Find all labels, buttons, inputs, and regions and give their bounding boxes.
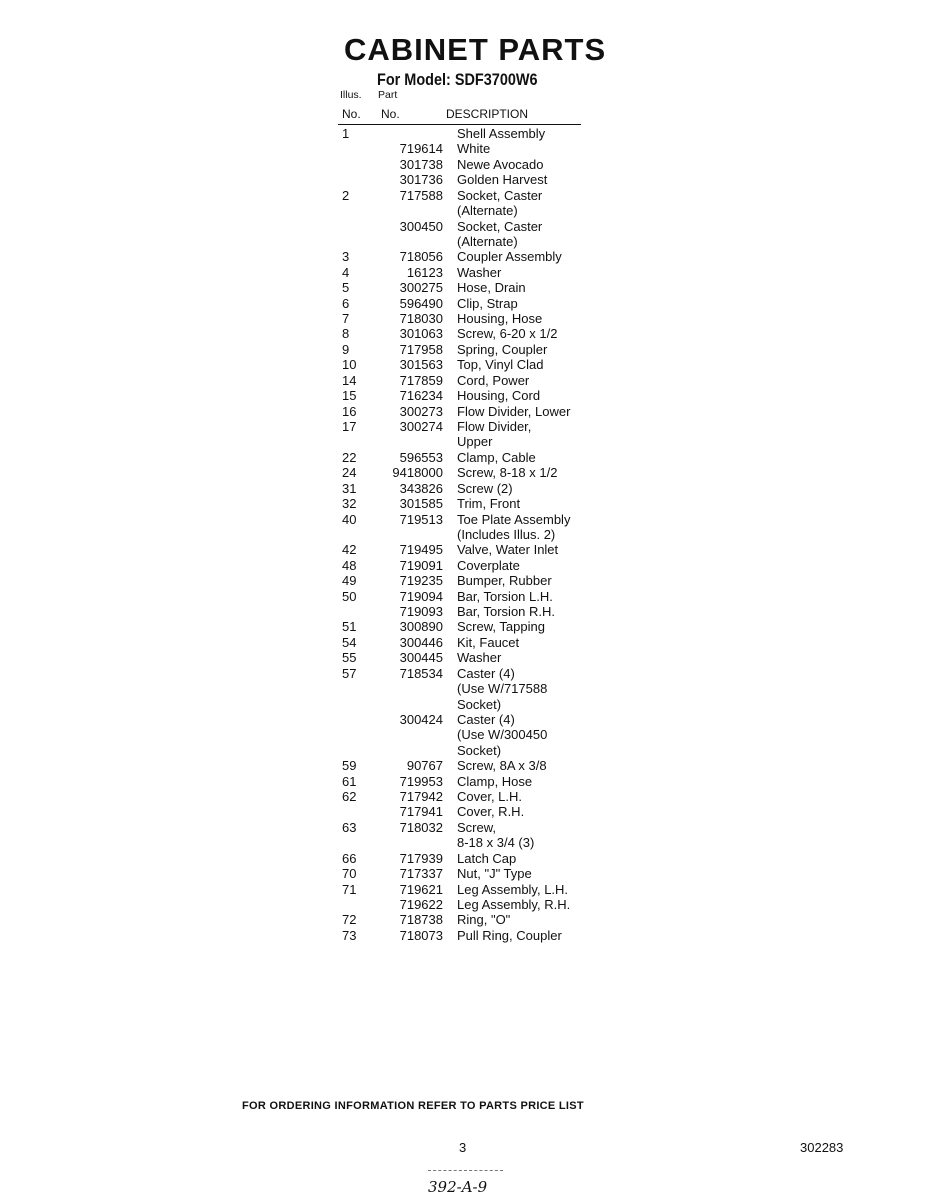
part-number: 716234: [399, 388, 443, 404]
part-description: Bar, Torsion R.H.: [457, 604, 556, 620]
illus-number: 3: [342, 249, 350, 265]
part-number: 300445: [399, 650, 443, 666]
part-number: 301736: [399, 172, 443, 188]
illus-number: 16: [342, 403, 357, 419]
illus-number: 7: [342, 311, 350, 327]
handwritten-note: 392-A-9: [428, 1178, 488, 1196]
part-description: Valve, Water Inlet: [457, 542, 559, 558]
part-number: 717941: [399, 804, 443, 820]
part-description: Socket): [457, 742, 502, 758]
illus-number: 63: [342, 819, 357, 835]
part-description: Leg Assembly, R.H.: [457, 897, 571, 912]
part-description: Pull Ring, Coupler: [457, 927, 562, 943]
part-number: 719094: [399, 588, 443, 604]
header-illus-no: No.: [342, 107, 361, 121]
part-description: Ring, "O": [457, 912, 511, 928]
part-number: 718738: [399, 912, 443, 928]
part-description: Housing, Hose: [457, 311, 543, 327]
illus-number: 71: [342, 881, 357, 897]
part-number: 90767: [406, 758, 443, 774]
part-number: 301063: [399, 326, 443, 342]
part-description: Coverplate: [457, 557, 520, 573]
illus-number: 17: [342, 418, 357, 434]
part-description: Washer: [457, 264, 502, 280]
illus-number: 2: [342, 187, 350, 203]
illus-number: 66: [342, 850, 357, 866]
part-description: Socket, Caster: [457, 218, 543, 234]
header-description: DESCRIPTION: [446, 107, 529, 121]
part-number: 301563: [399, 357, 443, 373]
divider: [428, 1170, 503, 1171]
part-description: (Alternate): [457, 203, 518, 219]
header-divider: [338, 124, 581, 125]
part-description: Toe Plate Assembly: [457, 511, 571, 527]
part-number: 301738: [399, 156, 443, 172]
part-number: 16123: [406, 264, 443, 280]
illus-number: 72: [342, 912, 357, 928]
part-number: 300274: [399, 418, 443, 434]
part-description: Socket): [457, 696, 502, 712]
part-description: Hose, Drain: [457, 280, 526, 296]
part-description: Spring, Coupler: [457, 341, 548, 357]
part-description: Nut, "J" Type: [457, 866, 532, 882]
part-number: 719614: [399, 141, 443, 157]
part-number: 717588: [399, 187, 443, 203]
part-number: 719513: [399, 511, 443, 527]
illus-number: 61: [342, 773, 357, 789]
illus-number: 54: [342, 634, 357, 650]
illus-number: 51: [342, 619, 357, 635]
illus-number: 22: [342, 449, 357, 465]
illus-number: 6: [342, 295, 350, 311]
part-description: Flow Divider,: [457, 418, 532, 434]
part-number: 717939: [399, 850, 443, 866]
part-number: 717859: [399, 372, 443, 388]
part-number: 719495: [399, 542, 443, 558]
part-description: Cover, R.H.: [457, 804, 525, 820]
part-number: 719093: [399, 604, 443, 620]
illus-number: 31: [342, 480, 357, 496]
part-description: Flow Divider, Lower: [457, 403, 571, 419]
part-description: Coupler Assembly: [457, 249, 562, 265]
illus-number: 32: [342, 496, 357, 512]
part-description: (Includes Illus. 2): [457, 526, 556, 542]
part-number: 300273: [399, 403, 443, 419]
part-description: Top, Vinyl Clad: [457, 357, 544, 373]
part-description: Cover, L.H.: [457, 789, 523, 805]
part-description: Screw (2): [457, 480, 513, 496]
part-number: 719953: [399, 773, 443, 789]
part-description: Housing, Cord: [457, 388, 541, 404]
illus-number: 42: [342, 542, 357, 558]
illus-number: 9: [342, 341, 350, 357]
part-description: Washer: [457, 650, 502, 666]
part-number: 596490: [399, 295, 443, 311]
part-number: 719621: [399, 881, 443, 897]
part-description: (Alternate): [457, 233, 518, 249]
part-description: Golden Harvest: [457, 172, 548, 188]
part-description: Trim, Front: [457, 496, 521, 512]
illus-number: 73: [342, 927, 357, 943]
header-illus: Illus.: [340, 89, 362, 101]
illus-number: 59: [342, 758, 357, 774]
part-description: Newe Avocado: [457, 156, 544, 172]
part-description: Screw, 8-18 x 1/2: [457, 465, 558, 481]
illus-number: 15: [342, 388, 357, 404]
header-part: Part: [378, 89, 398, 101]
page-title: CABINET PARTS: [344, 32, 607, 67]
part-number: 718032: [399, 819, 443, 835]
illus-number: 57: [342, 665, 357, 681]
part-number: 300275: [399, 280, 443, 296]
part-number: 9418000: [392, 465, 443, 481]
part-description: Clip, Strap: [457, 295, 518, 311]
part-description: Clamp, Hose: [457, 773, 533, 789]
part-description: Caster (4): [457, 711, 515, 727]
part-description: Upper: [457, 434, 493, 450]
part-description: Caster (4): [457, 665, 515, 681]
illus-number: 1: [342, 126, 350, 141]
part-description: Screw, 6-20 x 1/2: [457, 326, 558, 342]
illus-number: 4: [342, 264, 350, 280]
part-description: Socket, Caster: [457, 187, 543, 203]
part-description: Kit, Faucet: [457, 634, 520, 650]
document-number: 302283: [800, 1140, 844, 1155]
part-description: Leg Assembly, L.H.: [457, 881, 569, 897]
part-number: 719235: [399, 573, 443, 589]
part-number: 719622: [399, 897, 443, 912]
part-description: Cord, Power: [457, 372, 530, 388]
part-number: 343826: [399, 480, 443, 496]
part-description: Bumper, Rubber: [457, 573, 552, 589]
part-number: 300890: [399, 619, 443, 635]
part-description: Screw,: [457, 819, 497, 835]
part-description: Bar, Torsion L.H.: [457, 588, 553, 604]
illus-number: 48: [342, 557, 357, 573]
part-number: 718073: [399, 927, 443, 943]
part-description: Screw, 8A x 3/8: [457, 758, 547, 774]
illus-number: 40: [342, 511, 357, 527]
part-number: 717942: [399, 789, 443, 805]
part-description: Latch Cap: [457, 850, 517, 866]
part-description: Clamp, Cable: [457, 449, 536, 465]
part-number: 717337: [399, 866, 443, 882]
illus-number: 70: [342, 866, 357, 882]
part-number: 300424: [399, 711, 443, 727]
illus-number: 49: [342, 573, 357, 589]
part-number: 719091: [399, 557, 443, 573]
part-number: 718056: [399, 249, 443, 265]
ordering-note: FOR ORDERING INFORMATION REFER TO PARTS PRICE LIST: [242, 1100, 584, 1112]
illus-number: 8: [342, 326, 350, 342]
illus-number: 14: [342, 372, 357, 388]
part-description: (Use W/300450: [457, 727, 548, 743]
model-subtitle: For Model: SDF3700W6: [377, 70, 538, 89]
illus-number: 55: [342, 650, 357, 666]
part-number: 300446: [399, 634, 443, 650]
illus-number: 24: [342, 465, 357, 481]
part-number: 596553: [399, 449, 443, 465]
part-number: 718534: [399, 665, 443, 681]
part-description: Screw, Tapping: [457, 619, 545, 635]
page-number: 3: [459, 1140, 467, 1155]
part-description: 8-18 x 3/4 (3): [457, 835, 535, 851]
part-description: (Use W/717588: [457, 681, 548, 697]
illus-number: 10: [342, 357, 357, 373]
part-description: Shell Assembly: [457, 126, 546, 141]
part-number: 301585: [399, 496, 443, 512]
illus-number: 5: [342, 280, 350, 296]
part-number: 717958: [399, 341, 443, 357]
header-part-no: No.: [381, 107, 400, 121]
part-description: White: [457, 141, 491, 157]
part-number: 300450: [399, 218, 443, 234]
illus-number: 62: [342, 789, 357, 805]
illus-number: 50: [342, 588, 357, 604]
part-number: 718030: [399, 311, 443, 327]
